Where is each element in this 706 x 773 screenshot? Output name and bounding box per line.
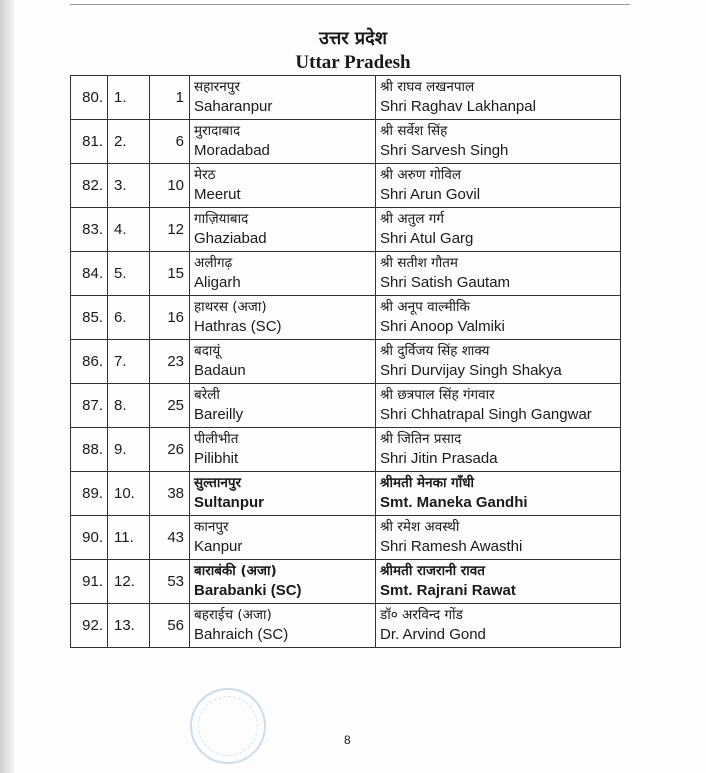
table-row: [71, 76, 621, 120]
constituency-cell: [190, 208, 376, 252]
constituency-cell: [190, 604, 376, 648]
top-rule: [70, 0, 630, 5]
constituency-number-cell: 38: [150, 472, 190, 516]
table-row: [71, 516, 621, 560]
table-row: [71, 472, 621, 516]
heading-english: Uttar Pradesh: [295, 52, 411, 73]
party-seal-inner-ring: [198, 696, 258, 756]
page-edge-shadow: [0, 0, 14, 773]
heading-hindi: उत्तर प्रदेश: [319, 28, 387, 49]
constituency-name-english: Moradabad: [194, 142, 270, 159]
state-serial-cell: 5.: [108, 252, 150, 296]
constituency-name-english: Kanpur: [194, 538, 243, 555]
serial-number-cell: 88.: [71, 428, 108, 472]
constituency-cell: [190, 516, 376, 560]
constituency-name-hindi: गाज़ियाबाद: [194, 211, 249, 227]
candidate-name-english: Shri Atul Garg: [380, 230, 474, 247]
serial-number-cell: 82.: [71, 164, 108, 208]
candidate-name-english: Shri Durvijay Singh Shakya: [380, 362, 562, 379]
constituency-name-hindi: सहारनपुर: [194, 79, 240, 95]
constituency-name-english: Barabanki (SC): [194, 582, 302, 599]
candidate-name-hindi: श्री राघव लखनपाल: [380, 79, 475, 95]
candidate-name-english: Smt. Rajrani Rawat: [380, 582, 516, 599]
candidate-name-english: Smt. Maneka Gandhi: [380, 494, 528, 511]
serial-number-cell: 84.: [71, 252, 108, 296]
constituency-number-cell: 56: [150, 604, 190, 648]
serial-number-cell: 80.: [71, 76, 108, 120]
candidate-name-english: Shri Anoop Valmiki: [380, 318, 505, 335]
page-number: 8: [344, 733, 351, 747]
candidate-cell: [376, 252, 621, 296]
candidate-cell: [376, 604, 621, 648]
candidate-cell: [376, 428, 621, 472]
table-row: [71, 604, 621, 648]
table-row: [71, 296, 621, 340]
candidate-name-hindi: श्री रमेश अवस्थी: [380, 519, 460, 535]
table-row: [71, 384, 621, 428]
serial-number-cell: 83.: [71, 208, 108, 252]
state-serial-cell: 8.: [108, 384, 150, 428]
state-serial-cell: 2.: [108, 120, 150, 164]
candidate-name-english: Shri Arun Govil: [380, 186, 481, 203]
serial-number-cell: 91.: [71, 560, 108, 604]
candidate-name-english: Dr. Arvind Gond: [380, 626, 486, 643]
candidate-name-hindi: श्रीमती मेनका गाँधी: [380, 475, 475, 491]
constituency-name-english: Saharanpur: [194, 98, 273, 115]
candidate-cell: [376, 76, 621, 120]
constituency-cell: [190, 340, 376, 384]
constituency-name-english: Pilibhit: [194, 450, 239, 467]
constituency-number-cell: 26: [150, 428, 190, 472]
candidate-cell: [376, 340, 621, 384]
candidate-name-english: Shri Raghav Lakhanpal: [380, 98, 536, 115]
constituency-number-cell: 1: [150, 76, 190, 120]
candidate-name-hindi: श्री अरुण गोविल: [380, 167, 462, 183]
candidate-name-hindi: श्री अतुल गर्ग: [380, 211, 444, 227]
constituency-name-english: Hathras (SC): [194, 318, 282, 335]
state-serial-cell: 11.: [108, 516, 150, 560]
candidate-name-hindi: श्री छत्रपाल सिंह गंगवार: [380, 387, 495, 403]
constituency-number-cell: 53: [150, 560, 190, 604]
constituency-name-hindi: कानपुर: [194, 519, 229, 535]
constituency-name-hindi: बरेली: [194, 387, 220, 403]
state-serial-cell: 3.: [108, 164, 150, 208]
table-row: [71, 560, 621, 604]
serial-number-cell: 86.: [71, 340, 108, 384]
candidate-name-hindi: डॉ० अरविन्द गोंड: [380, 607, 463, 623]
constituency-name-hindi: बाराबंकी (अजा): [194, 563, 277, 579]
candidate-cell: [376, 560, 621, 604]
candidate-cell: [376, 120, 621, 164]
serial-number-cell: 85.: [71, 296, 108, 340]
constituency-cell: [190, 296, 376, 340]
table-row: [71, 208, 621, 252]
constituency-name-hindi: बहराईच (अजा): [194, 607, 272, 623]
candidate-cell: [376, 472, 621, 516]
serial-number-cell: 81.: [71, 120, 108, 164]
state-serial-cell: 6.: [108, 296, 150, 340]
state-serial-cell: 13.: [108, 604, 150, 648]
state-serial-cell: 10.: [108, 472, 150, 516]
constituency-name-english: Ghaziabad: [194, 230, 267, 247]
candidate-name-english: Shri Chhatrapal Singh Gangwar: [380, 406, 592, 423]
candidate-cell: [376, 164, 621, 208]
constituency-name-english: Meerut: [194, 186, 241, 203]
constituency-number-cell: 15: [150, 252, 190, 296]
constituency-cell: [190, 472, 376, 516]
serial-number-cell: 89.: [71, 472, 108, 516]
candidate-cell: [376, 296, 621, 340]
state-serial-cell: 1.: [108, 76, 150, 120]
state-serial-cell: 4.: [108, 208, 150, 252]
serial-number-cell: 90.: [71, 516, 108, 560]
constituency-cell: [190, 252, 376, 296]
candidate-name-hindi: श्री सतीश गौतम: [380, 255, 458, 271]
constituency-number-cell: 25: [150, 384, 190, 428]
constituency-number-cell: 10: [150, 164, 190, 208]
constituency-cell: [190, 76, 376, 120]
candidate-table: [70, 75, 621, 648]
candidate-name-english: Shri Ramesh Awasthi: [380, 538, 523, 555]
constituency-name-hindi: मुरादाबाद: [194, 123, 241, 139]
party-seal-stamp: [190, 688, 266, 764]
constituency-cell: [190, 428, 376, 472]
constituency-name-hindi: हाथरस (अजा): [194, 299, 267, 315]
constituency-number-cell: 6: [150, 120, 190, 164]
constituency-name-english: Aligarh: [194, 274, 241, 291]
candidate-name-english: Shri Satish Gautam: [380, 274, 511, 291]
constituency-cell: [190, 120, 376, 164]
constituency-name-english: Sultanpur: [194, 494, 264, 511]
state-serial-cell: 7.: [108, 340, 150, 384]
candidate-cell: [376, 384, 621, 428]
candidate-name-hindi: श्री अनूप वाल्मीकि: [380, 299, 470, 315]
constituency-name-english: Bahraich (SC): [194, 626, 289, 643]
candidate-name-hindi: श्री सर्वेश सिंह: [380, 123, 448, 139]
state-serial-cell: 9.: [108, 428, 150, 472]
candidate-name-hindi: श्रीमती राजरानी रावत: [380, 563, 485, 579]
constituency-name-hindi: बदायूं: [194, 343, 221, 359]
table-row: [71, 428, 621, 472]
candidate-name-hindi: श्री जितिन प्रसाद: [380, 431, 462, 447]
constituency-name-hindi: पीलीभीत: [194, 431, 239, 447]
table-row: [71, 120, 621, 164]
table-row: [71, 164, 621, 208]
candidate-cell: [376, 208, 621, 252]
constituency-cell: [190, 384, 376, 428]
constituency-cell: [190, 560, 376, 604]
constituency-name-hindi: सुल्तानपुर: [194, 475, 242, 491]
table-row: [71, 340, 621, 384]
table-row: [71, 252, 621, 296]
serial-number-cell: 87.: [71, 384, 108, 428]
candidate-name-english: Shri Sarvesh Singh: [380, 142, 509, 159]
constituency-name-hindi: मेरठ: [194, 167, 216, 183]
serial-number-cell: 92.: [71, 604, 108, 648]
constituency-name-english: Bareilly: [194, 406, 244, 423]
constituency-number-cell: 43: [150, 516, 190, 560]
constituency-name-hindi: अलीगढ़: [194, 255, 233, 271]
candidate-name-hindi: श्री दुर्विजय सिंह शाक्य: [380, 343, 490, 359]
state-serial-cell: 12.: [108, 560, 150, 604]
candidate-name-english: Shri Jitin Prasada: [380, 450, 498, 467]
constituency-number-cell: 23: [150, 340, 190, 384]
candidate-cell: [376, 516, 621, 560]
constituency-name-english: Badaun: [194, 362, 246, 379]
constituency-number-cell: 16: [150, 296, 190, 340]
constituency-number-cell: 12: [150, 208, 190, 252]
constituency-cell: [190, 164, 376, 208]
